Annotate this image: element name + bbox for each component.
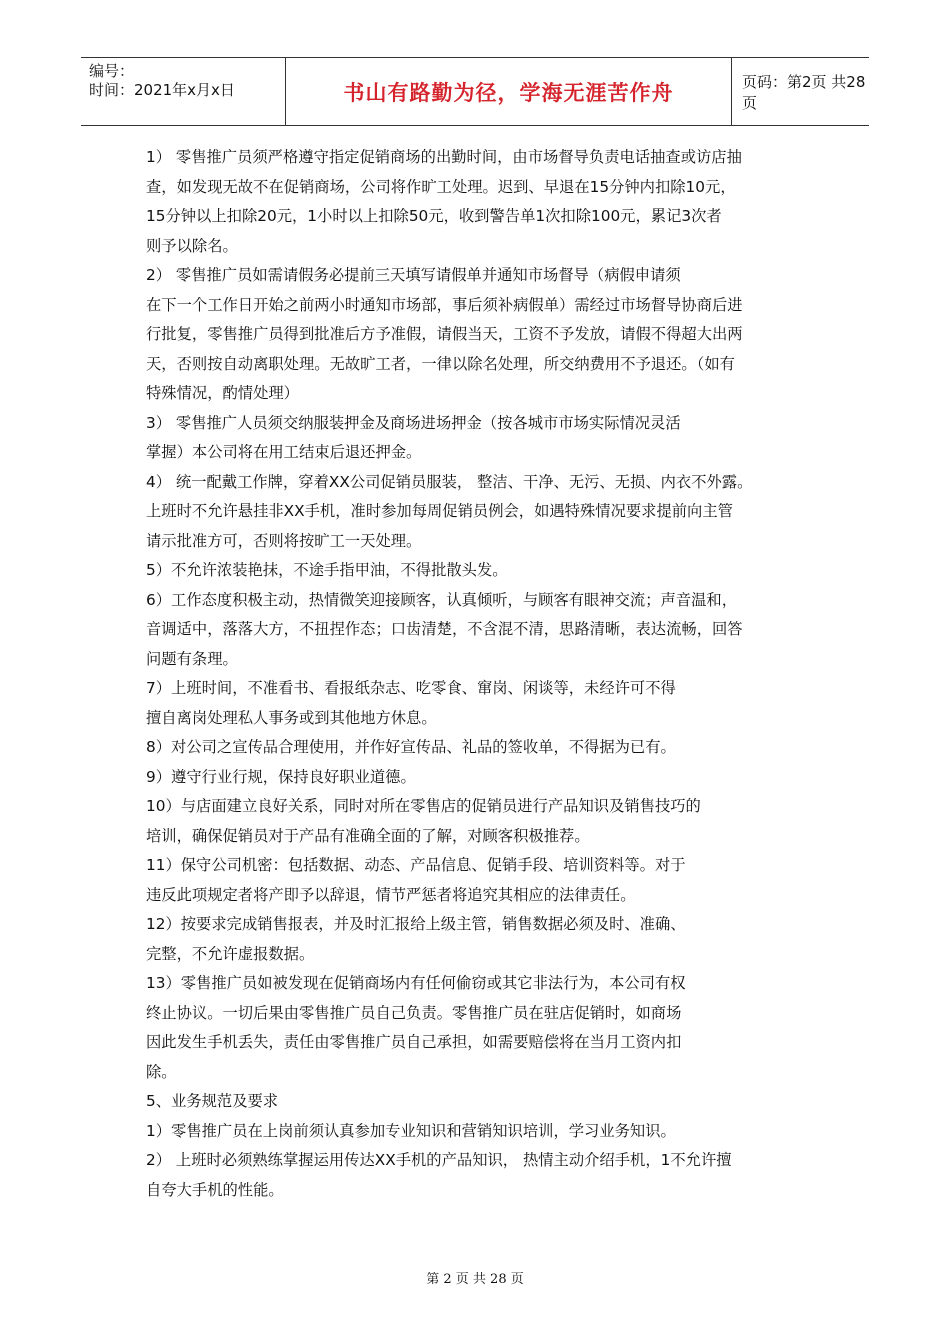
- text-line: 培训，确保促销员对于产品有准确全面的了解，对顾客积极推荐。: [146, 826, 590, 845]
- text-line: 除。: [146, 1062, 177, 1081]
- text-line: 天，否则按自动离职处理。无故旷工者，一律以除名处理，所交纳费用不予退还。（如有: [146, 354, 735, 373]
- text-line: 13）零售推广员如被发现在促销商场内有任何偷窃或其它非法行为，本公司有权: [146, 974, 686, 992]
- text-line: 行批复，零售推广员得到批准后方予准假，请假当天，工资不予发放，请假不得超大出两: [146, 325, 743, 343]
- text-line: 1） 零售推广员须严格遵守指定促销商场的出勤时间，由市场督导负责电话抽查或访店抽: [146, 148, 742, 166]
- text-line: 1）零售推广员在上岗前须认真参加专业知识和营销知识培训，学习业务知识。: [146, 1121, 676, 1140]
- text-line: 10）与店面建立良好关系，同时对所在零售店的促销员进行产品知识及销售技巧的: [146, 797, 701, 815]
- document-time-label: 时间：2021年x月x日: [89, 81, 235, 99]
- text-line: 音调适中，落落大方，不扭捏作态；口齿清楚，不含混不清，思路清晰，表达流畅，回答: [146, 620, 743, 638]
- text-line: 违反此项规定者将产即予以辞退，情节严惩者将追究其相应的法律责任。: [146, 885, 636, 904]
- header-page-cell: [732, 58, 869, 125]
- text-line: 完整，不允许虚报数据。: [146, 944, 315, 963]
- text-line: 终止协议。一切后果由零售推广员自己负责。零售推广员在驻店促销时，如商场: [146, 1003, 682, 1022]
- text-line: 因此发生手机丢失，责任由零售推广员自己承担，如需要赔偿将在当月工资内扣: [146, 1033, 682, 1051]
- document-number-label: 编号：: [89, 62, 135, 80]
- header-motto-cell: [285, 58, 732, 125]
- text-line: 查，如发现无故不在促销商场，公司将作旷工处理。迟到、早退在15分钟内扣除10元，: [146, 177, 736, 196]
- text-line: 自夸大手机的性能。: [146, 1180, 284, 1199]
- text-line: 11）保守公司机密：包括数据、动态、产品信息、促销手段、培训资料等。对于: [146, 856, 686, 874]
- text-line: 5、业务规范及要求: [146, 1092, 279, 1110]
- text-line: 在下一个工作日开始之前两小时通知市场部，事后须补病假单）需经过市场督导协商后进: [146, 295, 743, 314]
- document-body: [146, 143, 816, 1205]
- text-line: 问题有条理。: [146, 649, 238, 668]
- text-line: 9）遵守行业行规，保持良好职业道德。: [146, 767, 416, 786]
- text-line: 3） 零售推广人员须交纳服装押金及商场进场押金（按各城市市场实际情况灵活: [146, 413, 681, 432]
- page-footer: 第 2 页 共 28 页: [426, 1272, 524, 1287]
- text-line: 请示批准方可，否则将按旷工一天处理。: [146, 531, 422, 550]
- text-line: 特殊情况，酌情处理）: [146, 384, 299, 402]
- text-line: 擅自离岗处理私人事务或到其他地方休息。: [146, 708, 437, 727]
- text-line: 15分钟以上扣除20元，1小时以上扣除50元，收到警告单1次扣除100元，累记3次者: [146, 207, 722, 225]
- text-line: 5）不允许浓装艳抹，不途手指甲油，不得批散头发。: [146, 561, 508, 579]
- text-line: 12）按要求完成销售报表，并及时汇报给上级主管，销售数据必须及时、准确、: [146, 915, 686, 933]
- text-line: 4） 统一配戴工作牌，穿着XX公司促销员服装， 整洁、干净、无污、无损、内衣不外露。: [146, 472, 753, 491]
- header-page-number: 页码：第2页 共28页: [742, 72, 866, 112]
- text-line: 6）工作态度积极主动，热情微笑迎接顾客，认真倾听，与顾客有眼神交流；声音温和，: [146, 590, 738, 609]
- text-line: 2） 零售推广员如需请假务必提前三天填写请假单并通知市场督导（病假申请须: [146, 266, 681, 284]
- header-motto: 书山有路勤为径，学海无涯苦作舟: [343, 80, 674, 105]
- header-meta: [81, 58, 285, 125]
- text-line: 掌握）本公司将在用工结束后退还押金。: [146, 443, 422, 461]
- text-line: 上班时不允许悬挂非XX手机，准时参加每周促销员例会，如遇特殊情况要求提前向主管: [146, 502, 733, 520]
- text-line: 7）上班时间，不准看书、看报纸杂志、吃零食、窜岗、闲谈等，未经许可不得: [146, 679, 676, 697]
- text-line: 2） 上班时必须熟练掌握运用传达XX手机的产品知识， 热情主动介绍手机，1不允许擅: [146, 1151, 732, 1169]
- text-line: 则予以除名。: [146, 236, 238, 255]
- page-header: [81, 57, 869, 126]
- text-line: 8）对公司之宣传品合理使用，并作好宣传品、礼品的签收单，不得据为已有。: [146, 738, 676, 756]
